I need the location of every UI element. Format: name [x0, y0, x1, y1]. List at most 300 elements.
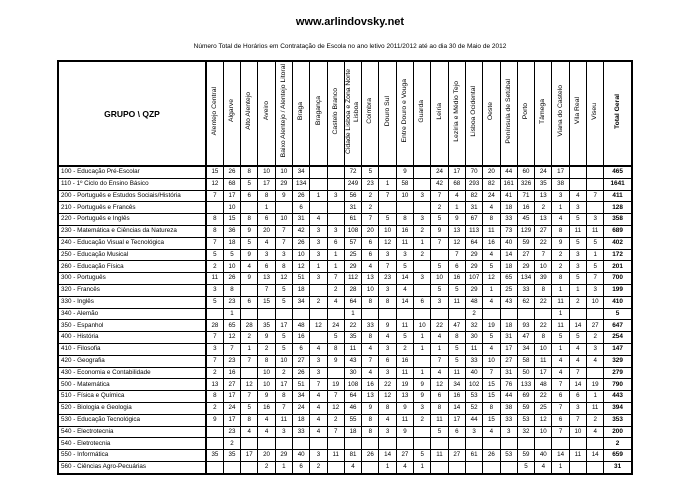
- data-cell: 24: [535, 166, 552, 178]
- data-cell: 15: [223, 214, 240, 226]
- data-cell: 11: [344, 343, 361, 355]
- data-cell: 5: [275, 343, 292, 355]
- data-cell: 53: [500, 450, 517, 462]
- data-cell: 1: [587, 249, 604, 261]
- data-cell: 1: [414, 343, 431, 355]
- column-header: [465, 61, 482, 166]
- data-cell: 26: [292, 237, 309, 249]
- total-cell: 411: [604, 190, 632, 202]
- data-cell: 3: [569, 261, 586, 273]
- data-cell: 4: [362, 261, 379, 273]
- data-cell: [362, 461, 379, 473]
- data-cell: 14: [552, 450, 569, 462]
- data-cell: 1: [327, 249, 344, 261]
- data-cell: 7: [483, 367, 500, 379]
- data-cell: 26: [362, 450, 379, 462]
- data-cell: [587, 166, 604, 178]
- data-cell: 4: [379, 332, 396, 344]
- data-cell: 35: [344, 332, 361, 344]
- data-cell: 24: [483, 190, 500, 202]
- column-header: [241, 61, 258, 166]
- data-cell: 11: [431, 414, 448, 426]
- data-cell: 17: [552, 166, 569, 178]
- data-cell: 10: [292, 249, 309, 261]
- data-cell: 23: [223, 355, 240, 367]
- data-cell: 11: [587, 225, 604, 237]
- data-cell: 5: [362, 166, 379, 178]
- data-cell: 8: [396, 214, 413, 226]
- data-cell: [327, 214, 344, 226]
- data-cell: [310, 438, 327, 450]
- data-cell: 1: [414, 461, 431, 473]
- data-cell: 3: [569, 202, 586, 214]
- data-cell: 7: [206, 332, 223, 344]
- data-cell: [292, 308, 309, 320]
- data-cell: 3: [206, 284, 223, 296]
- data-cell: 20: [258, 450, 275, 462]
- table-row: [58, 273, 632, 285]
- data-cell: [310, 166, 327, 178]
- data-cell: 293: [465, 178, 482, 190]
- row-label: 100 - Educação Pré-Escolar: [58, 166, 206, 178]
- data-cell: 6: [552, 391, 569, 403]
- data-cell: 5: [327, 332, 344, 344]
- table-row: [58, 438, 632, 450]
- data-cell: 17: [275, 320, 292, 332]
- data-cell: 9: [414, 391, 431, 403]
- row-label: 420 - Geografia: [58, 355, 206, 367]
- data-cell: 28: [206, 320, 223, 332]
- data-cell: 11: [552, 320, 569, 332]
- data-cell: 27: [517, 249, 534, 261]
- column-header-label: Cidade Lisboa e Zona Norte Lisboa: [345, 68, 361, 154]
- column-header: [604, 61, 632, 166]
- table-row: [58, 414, 632, 426]
- data-cell: 68: [448, 178, 465, 190]
- data-cell: [258, 438, 275, 450]
- data-cell: 3: [310, 249, 327, 261]
- data-cell: [414, 202, 431, 214]
- data-cell: 5: [448, 355, 465, 367]
- data-cell: [448, 461, 465, 473]
- data-cell: 12: [310, 320, 327, 332]
- data-cell: [396, 202, 413, 214]
- data-cell: 8: [241, 414, 258, 426]
- row-label: 300 - Português: [58, 273, 206, 285]
- data-cell: 1: [552, 308, 569, 320]
- data-cell: [414, 426, 431, 438]
- data-cell: 16: [396, 225, 413, 237]
- total-cell: 1641: [604, 178, 632, 190]
- data-cell: 4: [310, 426, 327, 438]
- data-cell: 17: [223, 391, 240, 403]
- column-header-label: Algarve: [228, 99, 236, 123]
- data-cell: 113: [465, 225, 482, 237]
- data-cell: 24: [327, 320, 344, 332]
- data-cell: 9: [552, 237, 569, 249]
- column-header: [275, 61, 292, 166]
- data-cell: [569, 166, 586, 178]
- data-cell: 8: [431, 402, 448, 414]
- data-cell: 10: [535, 343, 552, 355]
- data-cell: 20: [258, 225, 275, 237]
- data-cell: 2: [206, 261, 223, 273]
- data-cell: [206, 308, 223, 320]
- data-cell: 5: [569, 273, 586, 285]
- data-cell: 5: [448, 343, 465, 355]
- data-cell: 31: [465, 202, 482, 214]
- data-cell: 1: [344, 308, 361, 320]
- data-cell: 69: [517, 391, 534, 403]
- data-cell: 1: [275, 461, 292, 473]
- column-header: [414, 61, 431, 166]
- data-cell: [327, 166, 344, 178]
- data-cell: 4: [258, 237, 275, 249]
- data-cell: 1: [552, 284, 569, 296]
- total-cell: 2: [604, 438, 632, 450]
- data-cell: [587, 308, 604, 320]
- data-cell: 4: [344, 461, 361, 473]
- data-cell: 24: [292, 402, 309, 414]
- data-cell: 15: [483, 414, 500, 426]
- data-cell: 9: [396, 402, 413, 414]
- data-cell: 36: [223, 225, 240, 237]
- data-cell: 2: [327, 284, 344, 296]
- row-label: 230 - Matemática e Ciências da Natureza: [58, 225, 206, 237]
- data-cell: 22: [535, 320, 552, 332]
- data-cell: [414, 438, 431, 450]
- data-cell: 107: [465, 273, 482, 285]
- data-cell: 19: [327, 379, 344, 391]
- data-cell: 9: [414, 379, 431, 391]
- data-cell: 15: [258, 296, 275, 308]
- data-cell: 14: [396, 273, 413, 285]
- data-cell: 6: [448, 426, 465, 438]
- data-cell: 30: [344, 367, 361, 379]
- data-cell: 12: [275, 273, 292, 285]
- data-cell: 2: [396, 343, 413, 355]
- data-cell: 13: [448, 225, 465, 237]
- data-cell: 1: [569, 284, 586, 296]
- data-cell: 10: [258, 166, 275, 178]
- data-cell: 8: [223, 284, 240, 296]
- data-cell: 57: [344, 237, 361, 249]
- data-cell: 5: [552, 332, 569, 344]
- data-cell: 7: [241, 355, 258, 367]
- data-cell: 16: [223, 367, 240, 379]
- data-cell: 26: [483, 450, 500, 462]
- data-cell: 12: [379, 237, 396, 249]
- data-cell: [327, 461, 344, 473]
- data-cell: [275, 438, 292, 450]
- total-cell: 254: [604, 332, 632, 344]
- data-cell: 59: [517, 450, 534, 462]
- data-cell: 19: [396, 379, 413, 391]
- data-cell: 32: [465, 320, 482, 332]
- data-cell: 4: [587, 355, 604, 367]
- data-cell: 13: [362, 273, 379, 285]
- data-cell: [292, 438, 309, 450]
- data-cell: 68: [223, 178, 240, 190]
- data-cell: 4: [587, 426, 604, 438]
- data-cell: 33: [292, 426, 309, 438]
- data-cell: 7: [535, 249, 552, 261]
- data-cell: 3: [310, 273, 327, 285]
- data-cell: [569, 461, 586, 473]
- data-cell: 33: [465, 355, 482, 367]
- data-cell: 9: [362, 402, 379, 414]
- data-cell: 5: [587, 261, 604, 273]
- data-cell: 58: [517, 355, 534, 367]
- data-cell: 3: [587, 284, 604, 296]
- data-cell: 11: [535, 355, 552, 367]
- data-cell: 31: [500, 367, 517, 379]
- data-cell: 81: [344, 450, 361, 462]
- total-cell: 329: [604, 355, 632, 367]
- data-cell: 20: [362, 225, 379, 237]
- data-cell: 18: [500, 202, 517, 214]
- data-cell: 17: [241, 450, 258, 462]
- data-cell: 10: [483, 355, 500, 367]
- data-cell: 7: [587, 273, 604, 285]
- data-cell: [241, 367, 258, 379]
- row-label: 520 - Biologia e Geologia: [58, 402, 206, 414]
- data-cell: 33: [500, 214, 517, 226]
- column-header-label: Vila Real: [573, 97, 581, 125]
- data-cell: 26: [223, 166, 240, 178]
- column-header-label: Alto Alentejo: [245, 92, 253, 130]
- data-cell: [241, 202, 258, 214]
- data-cell: 10: [535, 261, 552, 273]
- data-cell: 10: [431, 273, 448, 285]
- data-cell: 29: [275, 450, 292, 462]
- data-cell: [327, 178, 344, 190]
- data-cell: 76: [500, 379, 517, 391]
- data-cell: 3: [552, 190, 569, 202]
- table-row: [58, 225, 632, 237]
- data-cell: 61: [465, 450, 482, 462]
- column-header-label: Porto: [522, 102, 530, 120]
- data-cell: 1: [223, 308, 240, 320]
- data-cell: [587, 461, 604, 473]
- data-cell: 11: [465, 343, 482, 355]
- table-row: [58, 391, 632, 403]
- data-cell: 4: [569, 355, 586, 367]
- data-cell: 7: [379, 190, 396, 202]
- data-cell: 2: [362, 190, 379, 202]
- data-cell: 40: [292, 450, 309, 462]
- total-cell: 689: [604, 225, 632, 237]
- data-cell: 4: [310, 414, 327, 426]
- data-cell: 22: [379, 379, 396, 391]
- data-cell: 34: [517, 343, 534, 355]
- column-header-label: Baixo Alentejo / Alentejo Litoral: [279, 64, 287, 158]
- data-cell: 3: [414, 273, 431, 285]
- data-cell: 9: [431, 225, 448, 237]
- column-header: [431, 61, 448, 166]
- data-cell: 8: [483, 214, 500, 226]
- row-label: 540 - Eletrotecnia: [58, 438, 206, 450]
- data-cell: 22: [535, 296, 552, 308]
- column-header: [448, 61, 465, 166]
- data-cell: [483, 438, 500, 450]
- column-header-label: Aveiro: [262, 101, 270, 121]
- row-label: 320 - Francês: [58, 284, 206, 296]
- row-label: 500 - Matemática: [58, 379, 206, 391]
- data-cell: 17: [258, 178, 275, 190]
- data-cell: 7: [327, 273, 344, 285]
- total-cell: 402: [604, 237, 632, 249]
- data-cell: 18: [292, 414, 309, 426]
- data-cell: 7: [275, 225, 292, 237]
- data-cell: 4: [552, 214, 569, 226]
- hours-by-group-qzp-table: [57, 60, 633, 475]
- data-cell: [535, 438, 552, 450]
- data-cell: 7: [241, 391, 258, 403]
- data-cell: 4: [258, 426, 275, 438]
- data-cell: 7: [362, 214, 379, 226]
- table-row: [58, 320, 632, 332]
- data-cell: 18: [223, 237, 240, 249]
- row-label: 220 - Português e Inglês: [58, 214, 206, 226]
- data-cell: [414, 166, 431, 178]
- data-cell: 6: [292, 461, 309, 473]
- data-cell: 12: [206, 178, 223, 190]
- total-cell: 410: [604, 296, 632, 308]
- data-cell: 10: [569, 426, 586, 438]
- data-cell: 13: [258, 273, 275, 285]
- data-cell: 14: [569, 320, 586, 332]
- column-header: [310, 61, 327, 166]
- data-cell: 18: [500, 320, 517, 332]
- data-cell: 13: [396, 391, 413, 403]
- table-row: [58, 308, 632, 320]
- data-cell: 35: [535, 178, 552, 190]
- total-cell: 353: [604, 414, 632, 426]
- data-cell: 12: [448, 237, 465, 249]
- data-cell: 6: [241, 296, 258, 308]
- total-cell: 700: [604, 273, 632, 285]
- data-cell: 8: [258, 190, 275, 202]
- data-cell: [431, 438, 448, 450]
- data-cell: 7: [206, 355, 223, 367]
- data-cell: 2: [414, 414, 431, 426]
- data-cell: 2: [569, 296, 586, 308]
- data-cell: 134: [517, 273, 534, 285]
- data-cell: 16: [362, 379, 379, 391]
- data-cell: 6: [327, 237, 344, 249]
- column-header: [569, 61, 586, 166]
- data-cell: 7: [552, 402, 569, 414]
- data-cell: 5: [275, 296, 292, 308]
- data-cell: [310, 178, 327, 190]
- data-cell: [414, 284, 431, 296]
- data-cell: 72: [344, 166, 361, 178]
- data-cell: 7: [569, 414, 586, 426]
- data-cell: 25: [344, 249, 361, 261]
- data-cell: 29: [344, 261, 361, 273]
- data-cell: 34: [292, 166, 309, 178]
- data-cell: 38: [552, 178, 569, 190]
- data-cell: 11: [483, 225, 500, 237]
- data-cell: 9: [275, 190, 292, 202]
- column-header: [587, 61, 604, 166]
- data-cell: 8: [241, 214, 258, 226]
- data-cell: 1: [483, 284, 500, 296]
- data-cell: 1: [310, 261, 327, 273]
- data-cell: 2: [465, 308, 482, 320]
- data-cell: 11: [396, 320, 413, 332]
- data-cell: 6: [258, 214, 275, 226]
- column-header-label: Tâmega: [539, 98, 547, 124]
- table-row: [58, 402, 632, 414]
- row-label: 250 - Educação Musical: [58, 249, 206, 261]
- data-cell: 13: [535, 214, 552, 226]
- data-cell: 19: [483, 320, 500, 332]
- data-cell: 70: [465, 166, 482, 178]
- column-header: [223, 61, 240, 166]
- data-cell: 326: [517, 178, 534, 190]
- table-row: [58, 261, 632, 273]
- data-cell: [379, 166, 396, 178]
- data-cell: 8: [362, 414, 379, 426]
- data-cell: 25: [535, 402, 552, 414]
- column-header: [327, 61, 344, 166]
- data-cell: 2: [552, 261, 569, 273]
- column-header-label: Península de Setúbal: [504, 78, 512, 144]
- data-cell: 50: [517, 367, 534, 379]
- data-cell: 3: [310, 237, 327, 249]
- table-row: [58, 355, 632, 367]
- data-cell: [206, 461, 223, 473]
- data-cell: [206, 426, 223, 438]
- data-cell: 4: [569, 343, 586, 355]
- data-cell: 62: [517, 296, 534, 308]
- total-cell: 5: [604, 308, 632, 320]
- data-cell: 10: [275, 214, 292, 226]
- table-row: [58, 214, 632, 226]
- data-cell: 4: [569, 190, 586, 202]
- data-cell: 48: [292, 320, 309, 332]
- row-label: 410 - Filosofia: [58, 343, 206, 355]
- data-cell: 65: [223, 320, 240, 332]
- column-header: [483, 61, 500, 166]
- data-cell: 45: [517, 214, 534, 226]
- table-row: [58, 461, 632, 473]
- data-cell: 2: [206, 402, 223, 414]
- data-cell: [327, 308, 344, 320]
- data-cell: 82: [483, 178, 500, 190]
- row-label: 260 - Educação Física: [58, 261, 206, 273]
- data-cell: 8: [206, 214, 223, 226]
- data-cell: 2: [310, 461, 327, 473]
- data-cell: 28: [344, 284, 361, 296]
- data-cell: 11: [206, 273, 223, 285]
- data-cell: 18: [292, 284, 309, 296]
- data-cell: 8: [206, 225, 223, 237]
- data-cell: 5: [569, 237, 586, 249]
- data-cell: 29: [465, 249, 482, 261]
- data-cell: 1: [414, 367, 431, 379]
- data-cell: 10: [258, 379, 275, 391]
- column-header: [344, 61, 361, 166]
- data-cell: [344, 438, 361, 450]
- data-cell: [310, 202, 327, 214]
- data-cell: 11: [431, 450, 448, 462]
- data-cell: 4: [396, 284, 413, 296]
- data-cell: [241, 308, 258, 320]
- row-label: 510 - Física e Química: [58, 391, 206, 403]
